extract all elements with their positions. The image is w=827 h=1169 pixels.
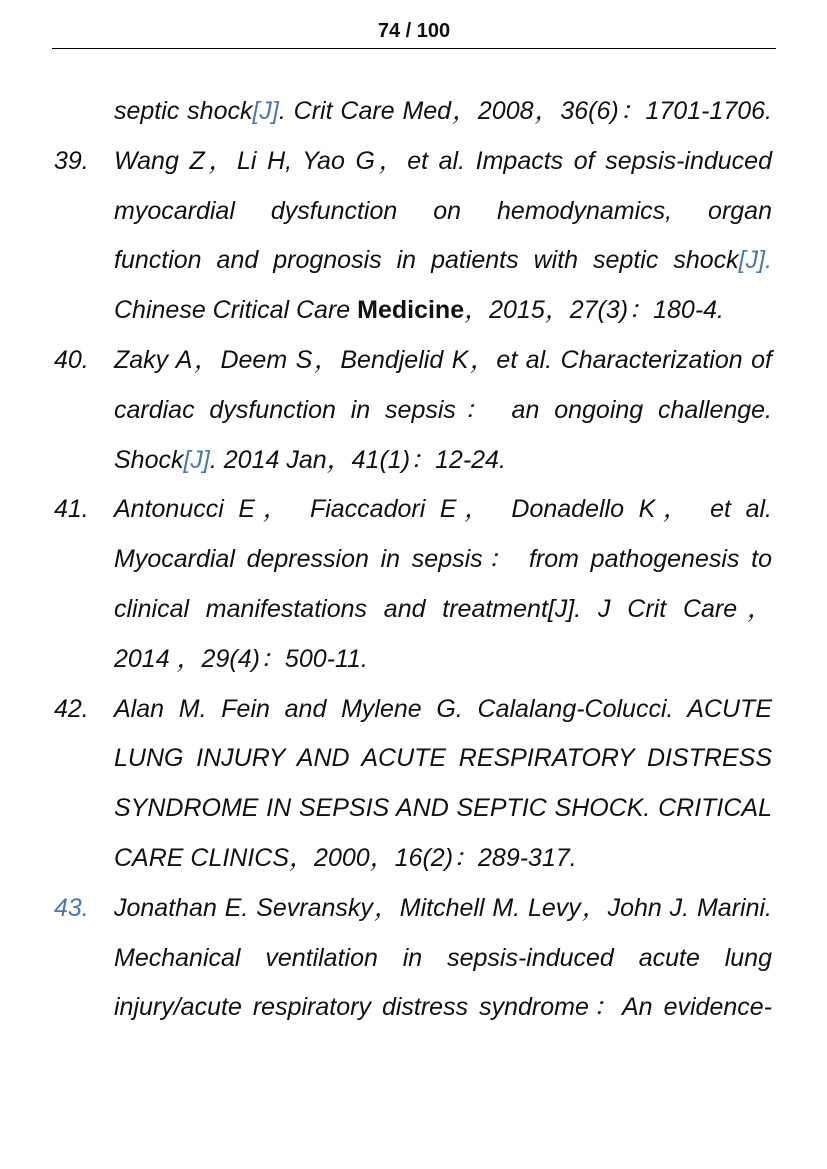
- reference-line: Jonathan E. Sevransky，Mitchell M. Levy，John J. Marini.: [114, 893, 772, 922]
- reference-line: Alan M. Fein and Mylene G. Calalang-Colucci. ACUTE: [114, 694, 772, 723]
- reference-42: [52, 685, 772, 884]
- reference-number: 43.: [54, 893, 89, 922]
- reference-line: CARE CLINICS，2000，16(2)：289-317.: [114, 843, 577, 872]
- reference-line: Antonucci E， Fiaccadori E， Donadello K， et al.: [114, 495, 772, 524]
- reference-line: Zaky A，Deem S，Bendjelid K，et al. Characterization of: [114, 345, 772, 374]
- page-header: [52, 18, 776, 49]
- reference-list: [52, 87, 772, 1033]
- reference-line: function and prognosis in patients with septic shock[J].: [114, 246, 772, 275]
- reference-line: SYNDROME IN SEPSIS AND SEPTIC SHOCK. CRITICAL: [114, 794, 772, 823]
- reference-line: cardiac dysfunction in sepsis： an ongoing challenge.: [114, 395, 772, 424]
- page-number: 74 / 100: [377, 20, 451, 42]
- reference-line: myocardial dysfunction on hemodynamics, organ: [114, 196, 772, 225]
- reference-43: [52, 884, 772, 1033]
- reference-line: Mechanical ventilation in sepsis-induced acute lung: [114, 943, 772, 972]
- bold-word: Medicine: [357, 296, 465, 325]
- reference-number: 42.: [54, 694, 89, 723]
- reference-line: injury/acute respiratory distress syndrome：An evidence-: [114, 993, 772, 1022]
- reference-41: [52, 485, 772, 684]
- reference-line: 2014 ，29(4)：500-11.: [114, 644, 368, 673]
- reference-number: 39.: [54, 146, 89, 175]
- reference-line: Chinese Critical Care Medicine，2015，27(3)：180-4.: [114, 296, 724, 325]
- reference-line: Myocardial depression in sepsis： from pathogenesis to: [114, 545, 772, 574]
- journal-tag: [J]: [183, 445, 210, 474]
- reference-40: [52, 336, 772, 485]
- reference-line: Shock[J]. 2014 Jan，41(1)：12-24.: [114, 445, 506, 474]
- reference-line: clinical manifestations and treatment[J]. J Crit Care，: [114, 594, 772, 623]
- reference-line: LUNG INJURY AND ACUTE RESPIRATORY DISTRESS: [114, 744, 772, 773]
- reference-continuation: [52, 87, 772, 137]
- reference-number: 41.: [54, 495, 89, 524]
- reference-line: septic shock[J]. Crit Care Med，2008，36(6)：1701-1706.: [114, 97, 772, 125]
- journal-tag: [J].: [738, 246, 772, 275]
- journal-tag: [J]: [252, 97, 279, 125]
- reference-39: [52, 137, 772, 336]
- reference-line: Wang Z，Li H, Yao G，et al. Impacts of sepsis-induced: [114, 146, 772, 175]
- reference-number: 40.: [54, 345, 89, 374]
